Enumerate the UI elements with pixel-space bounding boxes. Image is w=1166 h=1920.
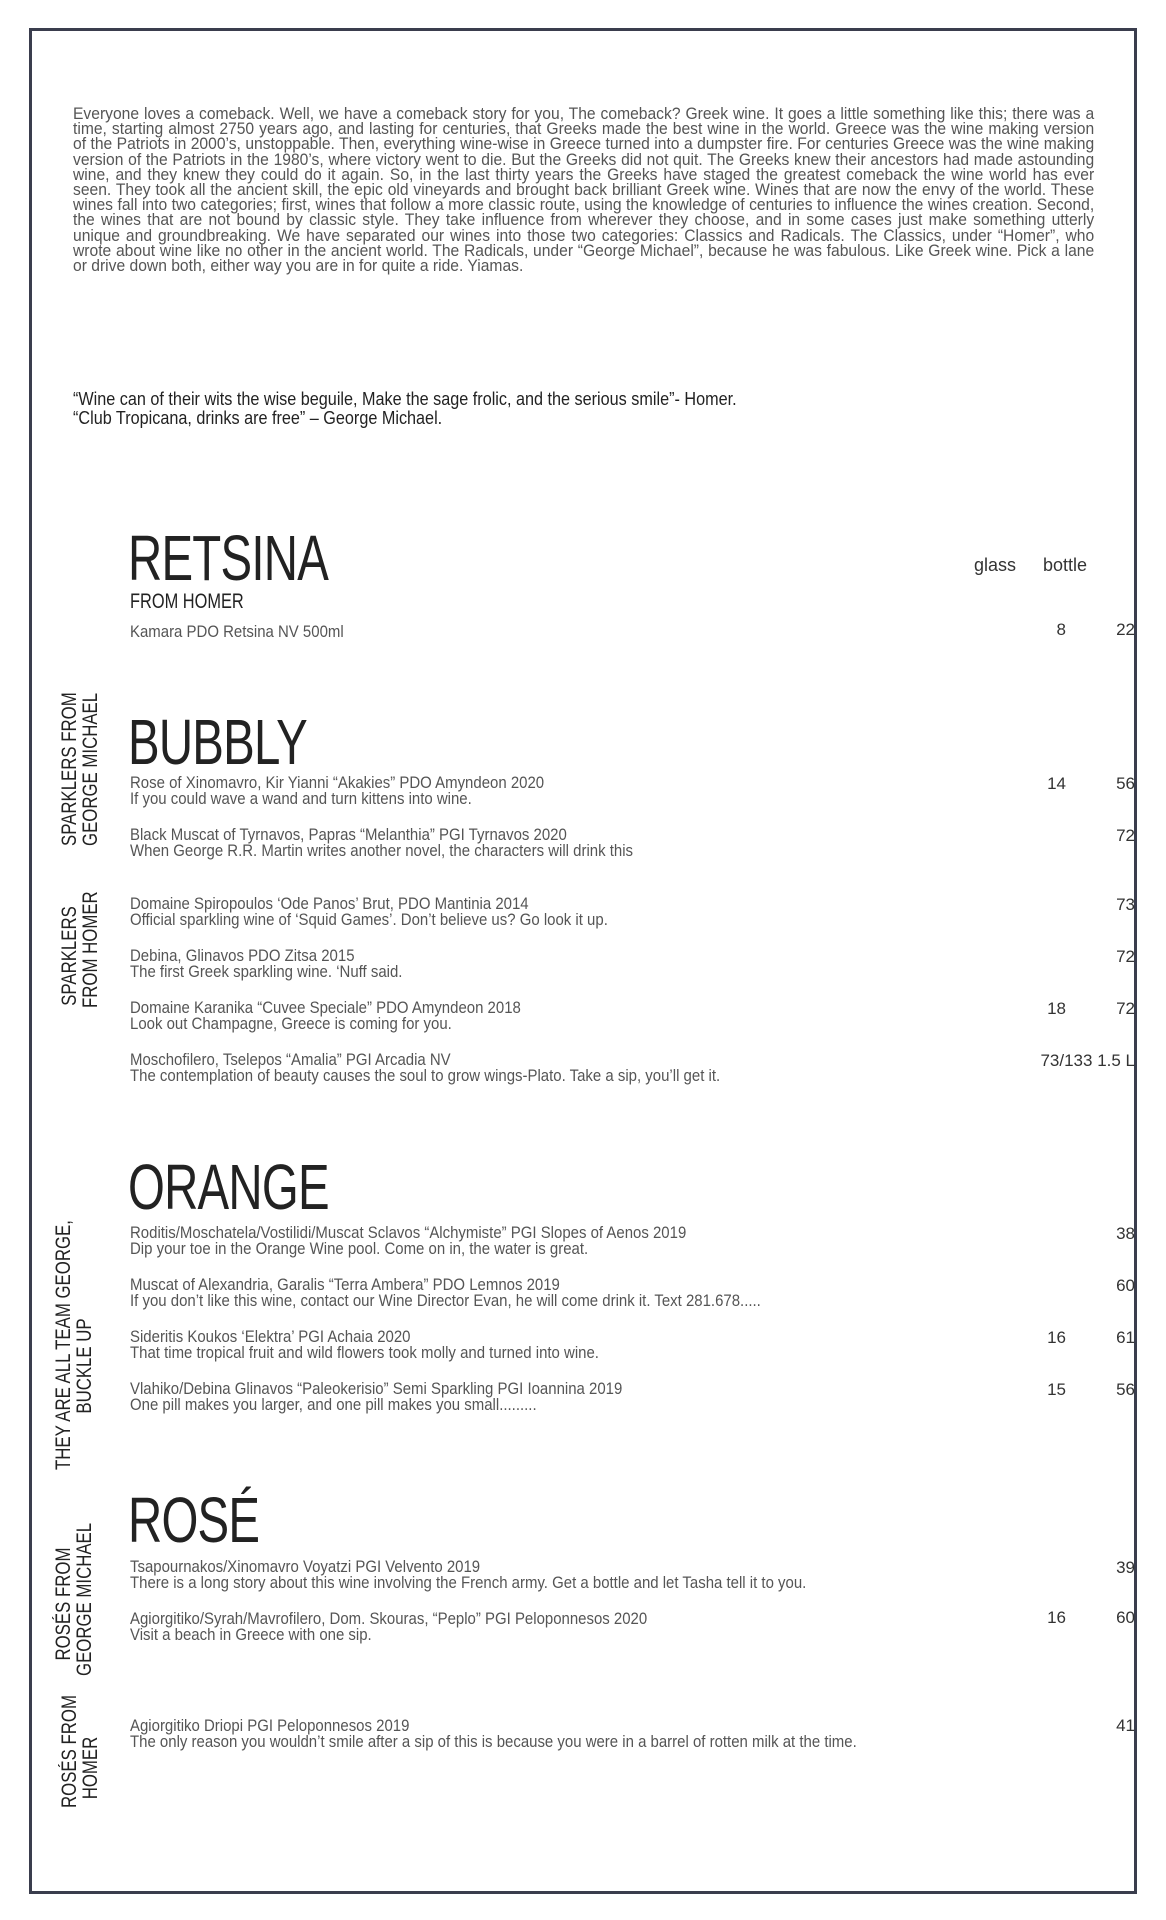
wine-item — [130, 827, 1090, 859]
bottle-price: 38 — [1116, 1224, 1135, 1243]
wine-name: Kamara PDO Retsina NV 500ml — [130, 622, 344, 641]
bottle-price: 22 — [1116, 620, 1135, 639]
wine-item — [130, 1277, 1090, 1309]
wine-name: Domaine Spiropoulos ‘Ode Panos’ Brut, PDO Mantinia 2014 — [130, 894, 529, 913]
glass-price: 8 — [1056, 620, 1066, 639]
bottle-price: 73/133 1.5 L — [1040, 1051, 1135, 1070]
wine-item — [130, 1611, 1090, 1643]
section-title-rose: ROSÉ — [128, 1484, 260, 1556]
bottle-price: 72 — [1116, 826, 1135, 845]
wine-description: One pill makes you larger, and one pill makes you small......... — [130, 1395, 537, 1414]
intro-paragraph: Everyone loves a comeback. Well, we have a comeback story for you, The comeback? Greek wine. It goes a little something like this; there was a time, starting almost 2750 years ago, and lasting for centuries, that Greeks made the best wine in the world. Greece was the wine making version of the Patriots in 2000’s, unstoppable. Then, everything wine-wise in Greece turned into a dumpster fire. For centuries Greece was the wine making version of the Patriots in the 1980’s, where victory went to die. But the Greeks did not quit. The Greeks knew their ancestors had made astounding wine, and they knew they could do it again. So, in the last thirty years the Greeks have staged the greatest comeback the wine world has ever seen. They took all the ancient skill, the epic old vineyards and brought back brilliant Greek wine. Wines that are now the envy of the world. These wines fall into two categories; first, wines that follow a more classic route, using the knowledge of centuries to influence the wines creation. Second, the wines that are not bound by classic style. They take influence from wherever they choose, and in some cases just make something utterly unique and groundbreaking. We have separated our wines into those two categories: Classics and Radicals. The Classics, under “Homer”, who wrote about wine like no other in the ancient world. The Radicals, under “George Michael”, because he was fabulous. Like Greek wine. Pick a lane or drive down both, either way you are in for quite a ride. Yiamas. — [73, 104, 1095, 276]
wine-name: Agiorgitiko/Syrah/Mavrofilero, Dom. Skouras, “Peplo” PGI Peloponnesos 2020 — [130, 1609, 648, 1628]
wine-name: Vlahiko/Debina Glinavos “Paleokerisio” Semi Sparkling PGI Ioannina 2019 — [130, 1379, 623, 1398]
bottle-price: 60 — [1116, 1608, 1135, 1627]
side-label-roses-homer — [58, 1695, 102, 1818]
side-label-line: FROM HOMER — [79, 891, 102, 1008]
side-label-line: ROSÉS FROM — [52, 1547, 75, 1661]
section-title-bubbly: BUBBLY — [128, 706, 307, 778]
wine-description: Official sparkling wine of ‘Squid Games’. Don’t believe us? Go look it up. — [130, 910, 608, 929]
side-label-team-george — [52, 1220, 96, 1496]
quote-george-michael: “Club Tropicana, drinks are free” – George Michael. — [73, 408, 443, 428]
section-title-orange: ORANGE — [128, 1151, 329, 1223]
wine-name: Moschofilero, Tselepos “Amalia” PGI Arcadia NV — [130, 1050, 451, 1069]
bottle-price: 41 — [1116, 1716, 1135, 1735]
wine-description: When George R.R. Martin writes another novel, the characters will drink this — [130, 841, 634, 860]
wine-name: Agiorgitiko Driopi PGI Peloponnesos 2019 — [130, 1716, 410, 1735]
column-header-glass: glass — [974, 555, 1017, 575]
side-label-line: HOMER — [79, 1736, 102, 1800]
wine-item — [130, 1329, 1090, 1361]
bottle-price: 56 — [1116, 1380, 1135, 1399]
glass-price: 16 — [1047, 1608, 1066, 1627]
wine-item — [130, 1381, 1090, 1413]
glass-price: 15 — [1047, 1380, 1066, 1399]
wine-description: If you don’t like this wine, contact our Wine Director Evan, he will come drink it. Text 281.678..... — [130, 1291, 761, 1310]
wine-item — [130, 896, 1090, 928]
bottle-price: 61 — [1116, 1328, 1135, 1347]
column-header-bottle: bottle — [1043, 555, 1088, 575]
bottle-price: 73 — [1116, 895, 1135, 914]
wine-item — [130, 1718, 1090, 1750]
wine-name: Tsapournakos/Xinomavro Voyatzi PGI Velvento 2019 — [130, 1557, 481, 1576]
glass-price: 16 — [1047, 1328, 1066, 1347]
side-label-sparklers-homer — [59, 891, 101, 1021]
wine-description: If you could wave a wand and turn kittens into wine. — [130, 789, 472, 808]
wine-description: Visit a beach in Greece with one sip. — [130, 1625, 372, 1644]
side-label-line: SPARKLERS — [58, 906, 81, 1006]
wine-description: There is a long story about this wine involving the French army. Get a bottle and let Tasha tell it to you. — [130, 1573, 807, 1592]
bottle-price: 72 — [1116, 999, 1135, 1018]
wine-description: The contemplation of beauty causes the soul to grow wings-Plato. Take a sip, you’ll get it. — [130, 1066, 721, 1085]
retsina-subtitle: FROM HOMER — [130, 590, 244, 613]
wine-item — [130, 948, 1090, 980]
wine-item — [130, 1000, 1090, 1032]
side-label-line: BUCKLE UP — [73, 1318, 96, 1414]
section-title-retsina: RETSINA — [128, 522, 329, 594]
wine-item — [130, 624, 1090, 640]
side-label-roses-george-michael — [53, 1514, 95, 1694]
side-label-line: THEY ARE ALL TEAM GEORGE, — [52, 1220, 75, 1470]
glass-price: 18 — [1047, 999, 1066, 1018]
wine-item — [130, 1559, 1090, 1591]
wine-name: Rose of Xinomavro, Kir Yianni “Akakies” PDO Amyndeon 2020 — [130, 773, 545, 792]
wine-description: The first Greek sparkling wine. ‘Nuff said. — [130, 962, 403, 981]
wine-name: Roditis/Moschatela/Vostilidi/Muscat Sclavos “Alchymiste” PGI Slopes of Aenos 2019 — [130, 1223, 687, 1242]
wine-item — [130, 775, 1090, 807]
side-label-sparklers-george-michael — [59, 693, 101, 863]
side-label-line: ROSÉS FROM — [58, 1695, 81, 1808]
wine-name: Black Muscat of Tyrnavos, Papras “Melanthia” PGI Tyrnavos 2020 — [130, 825, 567, 844]
bottle-price: 56 — [1116, 774, 1135, 793]
wine-description: Look out Champagne, Greece is coming for you. — [130, 1014, 452, 1033]
wine-name: Domaine Karanika “Cuvee Speciale” PDO Amyndeon 2018 — [130, 998, 521, 1017]
wine-name: Debina, Glinavos PDO Zitsa 2015 — [130, 946, 355, 965]
side-label-line: GEORGE MICHAEL — [79, 692, 102, 846]
side-label-line: GEORGE MICHAEL — [73, 1522, 96, 1676]
side-label-line: SPARKLERS FROM — [58, 692, 81, 846]
bottle-price: 39 — [1116, 1558, 1135, 1577]
quote-homer: “Wine can of their wits the wise beguile, Make the sage frolic, and the serious smile”- Homer. — [73, 389, 737, 409]
wine-description: The only reason you wouldn’t smile after a sip of this is because you were in a barrel of rotten milk at the time. — [130, 1732, 857, 1751]
wine-name: Muscat of Alexandria, Garalis “Terra Ambera” PDO Lemnos 2019 — [130, 1275, 560, 1294]
wine-description: That time tropical fruit and wild flowers took molly and turned into wine. — [130, 1343, 599, 1362]
wine-item — [130, 1052, 1090, 1084]
wine-item — [130, 1225, 1090, 1257]
glass-price: 14 — [1047, 774, 1066, 793]
bottle-price: 72 — [1116, 947, 1135, 966]
quotes — [73, 390, 737, 428]
bottle-price: 60 — [1116, 1276, 1135, 1295]
wine-name: Sideritis Koukos ‘Elektra’ PGI Achaia 2020 — [130, 1327, 411, 1346]
wine-description: Dip your toe in the Orange Wine pool. Come on in, the water is great. — [130, 1239, 589, 1258]
